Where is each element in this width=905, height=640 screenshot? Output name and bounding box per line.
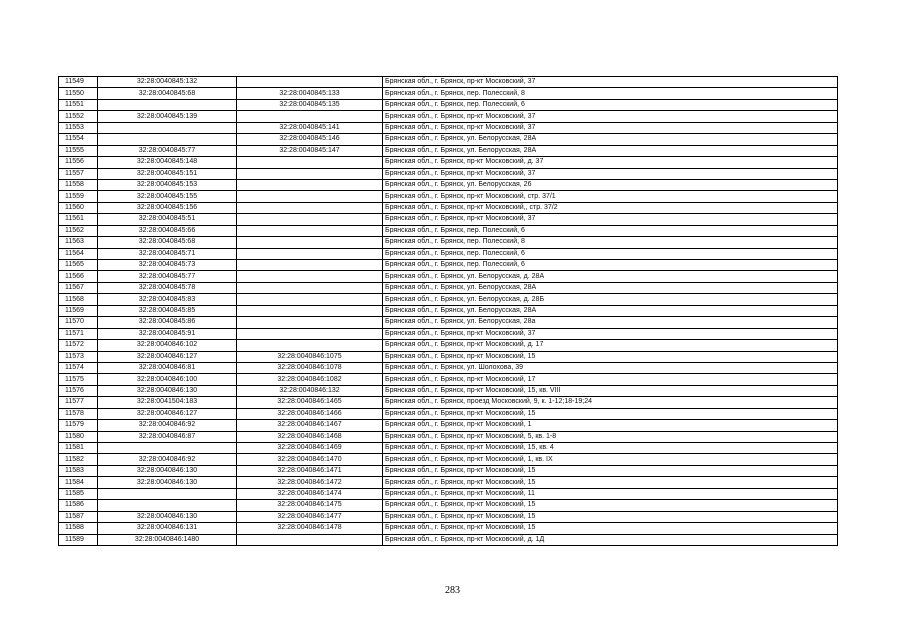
row-number-cell: 11568 xyxy=(59,294,98,305)
table-row xyxy=(59,340,838,351)
cadastral-number-cell: 32:28:0040845:139 xyxy=(98,111,237,122)
table-row xyxy=(59,111,838,122)
row-number-cell: 11556 xyxy=(59,157,98,168)
cadastral-number-cell: 32:28:0040845:132 xyxy=(98,77,237,88)
related-cadastral-number-cell xyxy=(237,191,383,202)
row-number-cell: 11576 xyxy=(59,385,98,396)
table-row xyxy=(59,248,838,259)
cadastral-number-cell: 32:28:0040845:77 xyxy=(98,271,237,282)
table-body xyxy=(59,77,838,546)
table-row xyxy=(59,420,838,431)
address-cell: Брянская обл., г. Брянск, пр-кт Московский, 37 xyxy=(383,328,838,339)
related-cadastral-number-cell: 32:28:0040846:1082 xyxy=(237,374,383,385)
cadastral-number-cell: 32:28:0040846:81 xyxy=(98,362,237,373)
table-row xyxy=(59,305,838,316)
row-number-cell: 11571 xyxy=(59,328,98,339)
table-row xyxy=(59,454,838,465)
cadastral-number-cell: 32:28:0040845:66 xyxy=(98,225,237,236)
related-cadastral-number-cell xyxy=(237,179,383,190)
table-row xyxy=(59,397,838,408)
related-cadastral-number-cell xyxy=(237,305,383,316)
cadastral-number-cell: 32:28:0040845:68 xyxy=(98,88,237,99)
address-cell: Брянская обл., г. Брянск, ул. Белорусская, д. 28Б xyxy=(383,294,838,305)
address-cell: Брянская обл., г. Брянск, ул. Белорусская, 28А xyxy=(383,282,838,293)
related-cadastral-number-cell: 32:28:0040846:1078 xyxy=(237,362,383,373)
address-cell: Брянская обл., г. Брянск, пр-кт Московский, д. 17 xyxy=(383,340,838,351)
address-cell: Брянская обл., г. Брянск, пер. Полесский, 6 xyxy=(383,225,838,236)
row-number-cell: 11564 xyxy=(59,248,98,259)
related-cadastral-number-cell: 32:28:0040846:132 xyxy=(237,385,383,396)
cadastral-number-cell: 32:28:0040845:86 xyxy=(98,317,237,328)
row-number-cell: 11567 xyxy=(59,282,98,293)
address-cell: Брянская обл., г. Брянск, пер. Полесский, 8 xyxy=(383,237,838,248)
address-cell: Брянская обл., г. Брянск, пр-кт Московский, 17 xyxy=(383,374,838,385)
related-cadastral-number-cell xyxy=(237,225,383,236)
row-number-cell: 11558 xyxy=(59,179,98,190)
address-cell: Брянская обл., г. Брянск, пр-кт Московский, 37 xyxy=(383,122,838,133)
cadastral-number-cell: 32:28:0040845:155 xyxy=(98,191,237,202)
related-cadastral-number-cell: 32:28:0040846:1467 xyxy=(237,420,383,431)
address-cell: Брянская обл., г. Брянск, пр-кт Московский, 37 xyxy=(383,168,838,179)
related-cadastral-number-cell: 32:28:0040845:133 xyxy=(237,88,383,99)
cadastral-number-cell: 32:28:0040845:77 xyxy=(98,145,237,156)
address-cell: Брянская обл., г. Брянск, пр-кт Московский, 1 xyxy=(383,420,838,431)
related-cadastral-number-cell xyxy=(237,340,383,351)
cadastral-number-cell xyxy=(98,99,237,110)
row-number-cell: 11573 xyxy=(59,351,98,362)
cadastral-number-cell: 32:28:0040845:68 xyxy=(98,237,237,248)
related-cadastral-number-cell xyxy=(237,237,383,248)
related-cadastral-number-cell: 32:28:0040845:141 xyxy=(237,122,383,133)
table-row xyxy=(59,145,838,156)
cadastral-number-cell: 32:28:0040845:85 xyxy=(98,305,237,316)
table-row xyxy=(59,225,838,236)
related-cadastral-number-cell xyxy=(237,111,383,122)
address-cell: Брянская обл., г. Брянск, ул. Белорусская, 26 xyxy=(383,179,838,190)
address-cell: Брянская обл., г. Брянск, пр-кт Московский, 15 xyxy=(383,523,838,534)
row-number-cell: 11588 xyxy=(59,523,98,534)
related-cadastral-number-cell: 32:28:0040846:1472 xyxy=(237,477,383,488)
related-cadastral-number-cell: 32:28:0040846:1468 xyxy=(237,431,383,442)
row-number-cell: 11563 xyxy=(59,237,98,248)
table-row xyxy=(59,374,838,385)
cadastral-number-cell: 32:28:0040846:87 xyxy=(98,431,237,442)
address-cell: Брянская обл., г. Брянск, пр-кт Московский, стр. 37/1 xyxy=(383,191,838,202)
table-row xyxy=(59,282,838,293)
address-cell: Брянская обл., г. Брянск, пр-кт Московский, 37 xyxy=(383,77,838,88)
address-cell: Брянская обл., г. Брянск, пер. Полесский, 6 xyxy=(383,248,838,259)
cadastral-number-cell: 32:28:0040846:102 xyxy=(98,340,237,351)
cadastral-number-cell: 32:28:0040846:130 xyxy=(98,511,237,522)
related-cadastral-number-cell: 32:28:0040846:1469 xyxy=(237,443,383,454)
address-cell: Брянская обл., г. Брянск, пр-кт Московский, 15, кв. 4 xyxy=(383,443,838,454)
related-cadastral-number-cell: 32:28:0040845:147 xyxy=(237,145,383,156)
related-cadastral-number-cell xyxy=(237,157,383,168)
row-number-cell: 11552 xyxy=(59,111,98,122)
cadastral-number-cell: 32:28:0040845:151 xyxy=(98,168,237,179)
row-number-cell: 11586 xyxy=(59,500,98,511)
address-cell: Брянская обл., г. Брянск, проезд Московский, 9, к. 1-12;18-19;24 xyxy=(383,397,838,408)
address-cell: Брянская обл., г. Брянск, пр-кт Московский, д. 37 xyxy=(383,157,838,168)
cadastral-number-cell: 32:28:0040846:1480 xyxy=(98,534,237,545)
related-cadastral-number-cell: 32:28:0040846:1471 xyxy=(237,465,383,476)
table-row xyxy=(59,431,838,442)
address-cell: Брянская обл., г. Брянск, пер. Полесский, 6 xyxy=(383,99,838,110)
row-number-cell: 11550 xyxy=(59,88,98,99)
address-cell: Брянская обл., г. Брянск, пр-кт Московский, 11 xyxy=(383,488,838,499)
row-number-cell: 11580 xyxy=(59,431,98,442)
cadastral-number-cell xyxy=(98,500,237,511)
cadastral-number-cell: 32:28:0040846:92 xyxy=(98,420,237,431)
address-cell: Брянская обл., г. Брянск, пр-кт Московский, 15 xyxy=(383,500,838,511)
address-cell: Брянская обл., г. Брянск, пр-кт Московский, 15, кв. VIII xyxy=(383,385,838,396)
related-cadastral-number-cell xyxy=(237,328,383,339)
cadastral-number-cell: 32:28:0040845:153 xyxy=(98,179,237,190)
cadastral-number-cell: 32:28:0040845:78 xyxy=(98,282,237,293)
table-row xyxy=(59,362,838,373)
row-number-cell: 11587 xyxy=(59,511,98,522)
address-cell: Брянская обл., г. Брянск, ул. Белорусская, 28А xyxy=(383,134,838,145)
related-cadastral-number-cell: 32:28:0040846:1477 xyxy=(237,511,383,522)
row-number-cell: 11562 xyxy=(59,225,98,236)
cadastral-number-cell: 32:28:0040845:73 xyxy=(98,260,237,271)
row-number-cell: 11581 xyxy=(59,443,98,454)
row-number-cell: 11574 xyxy=(59,362,98,373)
related-cadastral-number-cell xyxy=(237,534,383,545)
table-row xyxy=(59,202,838,213)
cadastral-number-cell: 32:28:0040846:130 xyxy=(98,385,237,396)
row-number-cell: 11551 xyxy=(59,99,98,110)
address-cell: Брянская обл., г. Брянск, пр-кт Московский, 37 xyxy=(383,111,838,122)
address-cell: Брянская обл., г. Брянск, пр-кт Московский, 15 xyxy=(383,351,838,362)
related-cadastral-number-cell: 32:28:0040846:1075 xyxy=(237,351,383,362)
related-cadastral-number-cell: 32:28:0040846:1478 xyxy=(237,523,383,534)
table-row xyxy=(59,134,838,145)
address-cell: Брянская обл., г. Брянск, пр-кт Московский,, стр. 37/2 xyxy=(383,202,838,213)
cadastral-number-cell: 32:28:0040845:91 xyxy=(98,328,237,339)
row-number-cell: 11584 xyxy=(59,477,98,488)
cadastral-number-cell xyxy=(98,122,237,133)
address-cell: Брянская обл., г. Брянск, пр-кт Московский, д. 1Д xyxy=(383,534,838,545)
related-cadastral-number-cell: 32:28:0040846:1474 xyxy=(237,488,383,499)
row-number-cell: 11585 xyxy=(59,488,98,499)
related-cadastral-number-cell: 32:28:0040845:135 xyxy=(237,99,383,110)
table-row xyxy=(59,260,838,271)
address-cell: Брянская обл., г. Брянск, ул. Белорусская, 28А xyxy=(383,305,838,316)
row-number-cell: 11579 xyxy=(59,420,98,431)
table-row xyxy=(59,179,838,190)
cadastral-number-cell: 32:28:0040845:51 xyxy=(98,214,237,225)
row-number-cell: 11566 xyxy=(59,271,98,282)
table-row xyxy=(59,157,838,168)
address-cell: Брянская обл., г. Брянск, пр-кт Московский, 1, кв. IX xyxy=(383,454,838,465)
table-row xyxy=(59,214,838,225)
row-number-cell: 11565 xyxy=(59,260,98,271)
table-row xyxy=(59,351,838,362)
row-number-cell: 11583 xyxy=(59,465,98,476)
address-cell: Брянская обл., г. Брянск, пр-кт Московский, 5, кв. 1-8 xyxy=(383,431,838,442)
cadastral-number-cell: 32:28:0040845:71 xyxy=(98,248,237,259)
related-cadastral-number-cell: 32:28:0040846:1475 xyxy=(237,500,383,511)
table-row xyxy=(59,88,838,99)
related-cadastral-number-cell: 32:28:0040846:1470 xyxy=(237,454,383,465)
address-cell: Брянская обл., г. Брянск, пр-кт Московский, 37 xyxy=(383,214,838,225)
row-number-cell: 11559 xyxy=(59,191,98,202)
address-cell: Брянская обл., г. Брянск, ул. Белорусская, 28А xyxy=(383,145,838,156)
related-cadastral-number-cell xyxy=(237,317,383,328)
cadastral-number-cell: 32:28:0040845:148 xyxy=(98,157,237,168)
address-cell: Брянская обл., г. Брянск, пр-кт Московский, 15 xyxy=(383,408,838,419)
cadastral-number-cell: 32:28:0040846:130 xyxy=(98,477,237,488)
cadastral-number-cell xyxy=(98,488,237,499)
cadastral-number-cell xyxy=(98,134,237,145)
related-cadastral-number-cell xyxy=(237,77,383,88)
table-row xyxy=(59,500,838,511)
row-number-cell: 11554 xyxy=(59,134,98,145)
address-cell: Брянская обл., г. Брянск, пер. Полесский, 6 xyxy=(383,260,838,271)
row-number-cell: 11555 xyxy=(59,145,98,156)
address-cell: Брянская обл., г. Брянск, ул. Шолохова, 39 xyxy=(383,362,838,373)
row-number-cell: 11575 xyxy=(59,374,98,385)
cadastral-number-cell: 32:28:0040846:130 xyxy=(98,465,237,476)
address-cell: Брянская обл., г. Брянск, ул. Белорусская, 28а xyxy=(383,317,838,328)
table-row xyxy=(59,191,838,202)
address-cell: Брянская обл., г. Брянск, ул. Белорусская, д. 28А xyxy=(383,271,838,282)
cadastral-number-cell: 32:28:0040846:92 xyxy=(98,454,237,465)
row-number-cell: 11589 xyxy=(59,534,98,545)
row-number-cell: 11553 xyxy=(59,122,98,133)
row-number-cell: 11572 xyxy=(59,340,98,351)
address-cell: Брянская обл., г. Брянск, пр-кт Московский, 15 xyxy=(383,465,838,476)
table-row xyxy=(59,385,838,396)
table-row xyxy=(59,317,838,328)
table-row xyxy=(59,237,838,248)
row-number-cell: 11578 xyxy=(59,408,98,419)
address-cell: Брянская обл., г. Брянск, пр-кт Московский, 15 xyxy=(383,477,838,488)
cadastral-number-cell: 32:28:0040846:100 xyxy=(98,374,237,385)
table-row xyxy=(59,511,838,522)
cadastral-number-cell: 32:28:0040846:131 xyxy=(98,523,237,534)
row-number-cell: 11549 xyxy=(59,77,98,88)
cadastral-number-cell: 32:28:0041504:183 xyxy=(98,397,237,408)
row-number-cell: 11569 xyxy=(59,305,98,316)
related-cadastral-number-cell xyxy=(237,294,383,305)
address-cell: Брянская обл., г. Брянск, пер. Полесский, 8 xyxy=(383,88,838,99)
related-cadastral-number-cell: 32:28:0040845:146 xyxy=(237,134,383,145)
table-row xyxy=(59,99,838,110)
table-row xyxy=(59,523,838,534)
row-number-cell: 11570 xyxy=(59,317,98,328)
cadastral-number-cell: 32:28:0040846:127 xyxy=(98,408,237,419)
related-cadastral-number-cell: 32:28:0040846:1465 xyxy=(237,397,383,408)
cadastral-number-cell xyxy=(98,443,237,454)
cadastral-number-cell: 32:28:0040845:83 xyxy=(98,294,237,305)
table-row xyxy=(59,408,838,419)
table-row xyxy=(59,477,838,488)
cadastral-register-table xyxy=(58,76,838,546)
table-row xyxy=(59,294,838,305)
table-row xyxy=(59,488,838,499)
table-row xyxy=(59,534,838,545)
row-number-cell: 11560 xyxy=(59,202,98,213)
address-cell: Брянская обл., г. Брянск, пр-кт Московский, 15 xyxy=(383,511,838,522)
row-number-cell: 11561 xyxy=(59,214,98,225)
related-cadastral-number-cell: 32:28:0040846:1466 xyxy=(237,408,383,419)
related-cadastral-number-cell xyxy=(237,282,383,293)
cadastral-number-cell: 32:28:0040845:156 xyxy=(98,202,237,213)
table-row xyxy=(59,443,838,454)
row-number-cell: 11582 xyxy=(59,454,98,465)
table-row xyxy=(59,122,838,133)
related-cadastral-number-cell xyxy=(237,168,383,179)
table-row xyxy=(59,328,838,339)
table-row xyxy=(59,465,838,476)
cadastral-number-cell: 32:28:0040846:127 xyxy=(98,351,237,362)
table-row xyxy=(59,271,838,282)
page-number: 283 xyxy=(445,585,460,596)
related-cadastral-number-cell xyxy=(237,271,383,282)
related-cadastral-number-cell xyxy=(237,260,383,271)
row-number-cell: 11577 xyxy=(59,397,98,408)
table-row xyxy=(59,77,838,88)
row-number-cell: 11557 xyxy=(59,168,98,179)
related-cadastral-number-cell xyxy=(237,214,383,225)
related-cadastral-number-cell xyxy=(237,248,383,259)
table-row xyxy=(59,168,838,179)
related-cadastral-number-cell xyxy=(237,202,383,213)
